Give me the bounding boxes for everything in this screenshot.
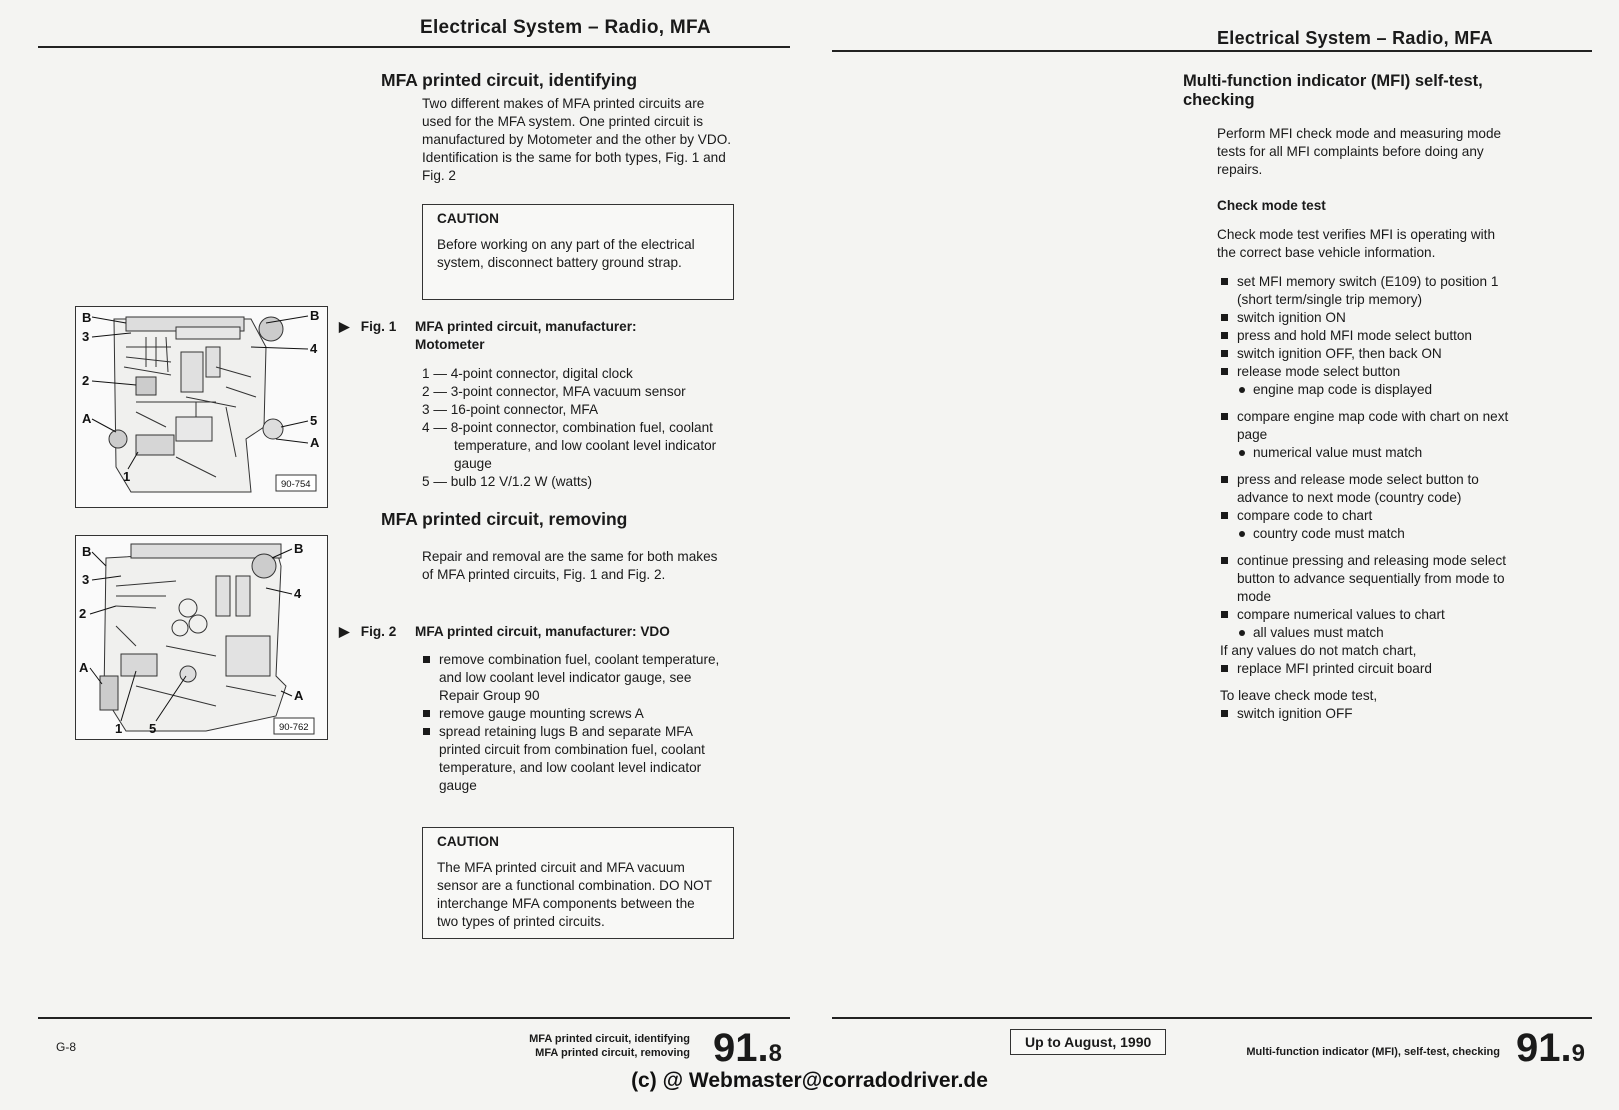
step-item: continue pressing and releasing mode select button to advance sequentially from mode to mode xyxy=(1220,552,1520,606)
step-item: remove gauge mounting screws A xyxy=(422,705,734,723)
caution-box-2 xyxy=(422,827,734,939)
step-item: compare engine map code with chart on next page xyxy=(1220,408,1520,444)
callout-4: 4 xyxy=(310,341,318,356)
removal-steps xyxy=(422,651,734,795)
callout-2: 2 xyxy=(82,373,90,388)
callout-a-right: A xyxy=(294,688,304,703)
sub-item: engine map code is displayed xyxy=(1220,381,1520,399)
arrow-right-icon: ▶ xyxy=(339,624,350,639)
step-item: remove combination fuel, coolant temperature, and low coolant level indicator gauge, see Repair Group 90 xyxy=(422,651,734,705)
section-title-self-test: Multi-function indicator (MFI) self-test, checking xyxy=(1183,72,1483,109)
right-page xyxy=(820,0,1619,1110)
check-mode-body: Check mode test verifies MFI is operating with the correct base vehicle information. xyxy=(1217,227,1496,260)
footer-description: Multi-function indicator (MFI), self-test, checking xyxy=(1246,1046,1500,1058)
callout-3: 3 xyxy=(82,329,90,344)
step-item: press and hold MFI mode select button xyxy=(1220,327,1520,345)
caution-box-1 xyxy=(422,204,734,300)
section-title-removing: MFA printed circuit, removing xyxy=(381,509,628,529)
step-item: replace MFI printed circuit board xyxy=(1220,660,1520,678)
figure-1-caption-text: MFA printed circuit, manufacturer: Motometer xyxy=(415,319,637,352)
legend-item: 3 — 16-point connector, MFA xyxy=(422,402,599,417)
page-number-sub: 8 xyxy=(768,1040,782,1067)
page-number-main: 91. xyxy=(1516,1026,1572,1070)
caution-title: CAUTION xyxy=(437,211,499,226)
arrow-right-icon: ▶ xyxy=(339,319,350,334)
identifying-body: Two different makes of MFA printed circuits are used for the MFA system. One printed circuit is manufactured by Motometer and the other by VDO. Identification is the same for both types, Fig. 1 and Fig. 2 xyxy=(422,96,732,183)
note-text: To leave check mode test, xyxy=(1220,688,1378,703)
footer-rule xyxy=(832,1017,1592,1019)
footer-desc-line: MFA printed circuit, identifying xyxy=(529,1033,690,1045)
figure-2-caption-text: MFA printed circuit, manufacturer: VDO xyxy=(415,624,670,639)
figure-2-label: Fig. 2 xyxy=(360,624,397,639)
copyright-watermark: (c) @ Webmaster@corradodriver.de xyxy=(631,1069,988,1092)
legend-item: 1 — 4-point connector, digital clock xyxy=(422,366,633,381)
callout-2: 2 xyxy=(79,606,87,621)
legend-item: 5 — bulb 12 V/1.2 W (watts) xyxy=(422,474,592,489)
figure-1-legend xyxy=(422,365,722,491)
page-code: G-8 xyxy=(56,1040,77,1054)
up-to-box: Up to August, 1990 xyxy=(1010,1029,1166,1055)
footer-rule xyxy=(38,1017,790,1019)
step-item: switch ignition OFF, then back ON xyxy=(1220,345,1520,363)
figure-code: 90-762 xyxy=(279,722,309,733)
callout-1: 1 xyxy=(123,469,131,484)
step-item: press and release mode select button to advance to next mode (country code) xyxy=(1220,471,1520,507)
callout-b-right: B xyxy=(310,308,320,323)
page-number xyxy=(1516,1028,1585,1074)
callout-5: 5 xyxy=(149,721,157,736)
footer-desc-line: MFA printed circuit, removing xyxy=(535,1047,690,1059)
step-item: spread retaining lugs B and separate MFA printed circuit from combination fuel, coolant temperature, and low coolant level indicator gauge xyxy=(422,723,734,795)
sub-item: country code must match xyxy=(1220,525,1520,543)
legend-item: 4 — 8-point connector, combination fuel, coolant temperature, and low coolant level indicator gauge xyxy=(422,420,717,471)
caution-body: The MFA printed circuit and MFA vacuum sensor are a functional combination. DO NOT interchange MFA components between the two types of printed circuits. xyxy=(437,860,712,929)
figure-1-image xyxy=(75,306,328,508)
header-title: Electrical System – Radio, MFA xyxy=(1217,28,1494,48)
callout-b: B xyxy=(82,310,92,325)
callout-1: 1 xyxy=(115,721,123,736)
callout-a: A xyxy=(79,660,89,675)
step-item: set MFI memory switch (E109) to position 1 (short term/single trip memory) xyxy=(1220,273,1520,309)
callout-4: 4 xyxy=(294,586,302,601)
caution-body: Before working on any part of the electrical system, disconnect battery ground strap. xyxy=(437,237,695,270)
note-text: If any values do not match chart, xyxy=(1220,643,1417,658)
legend-item: 2 — 3-point connector, MFA vacuum sensor xyxy=(422,384,686,399)
callout-a: A xyxy=(82,411,92,426)
page-number-sub: 9 xyxy=(1571,1040,1585,1067)
page-number xyxy=(713,1028,782,1074)
callout-3: 3 xyxy=(82,572,90,587)
caution-title: CAUTION xyxy=(437,834,499,849)
circuit-board-vdo-drawing xyxy=(76,536,327,739)
figure-1-label: Fig. 1 xyxy=(360,319,397,334)
step-item: compare numerical values to chart xyxy=(1220,606,1520,624)
header-title: Electrical System – Radio, MFA xyxy=(420,17,711,38)
callout-b-right: B xyxy=(294,541,304,556)
step-item: release mode select button xyxy=(1220,363,1520,381)
bleed-through-text xyxy=(120,60,123,74)
callout-b: B xyxy=(82,544,92,559)
footer-description xyxy=(470,1032,690,1060)
sub-item: numerical value must match xyxy=(1220,444,1520,462)
circuit-board-motometer-drawing xyxy=(76,307,327,507)
callout-a-right: A xyxy=(310,435,320,450)
section-title-identifying: MFA printed circuit, identifying xyxy=(381,70,638,90)
step-item: switch ignition ON xyxy=(1220,309,1520,327)
header-rule xyxy=(832,50,1592,52)
page-number-main: 91. xyxy=(713,1026,769,1070)
callout-5: 5 xyxy=(310,413,318,428)
figure-code: 90-754 xyxy=(281,479,311,490)
check-mode-title: Check mode test xyxy=(1217,198,1326,213)
figure-2-caption xyxy=(339,623,419,641)
step-item: compare code to chart xyxy=(1220,507,1520,525)
step-item: switch ignition OFF xyxy=(1220,705,1520,723)
removing-body: Repair and removal are the same for both makes of MFA printed circuits, Fig. 1 and Fig. 2. xyxy=(422,549,718,582)
header-rule xyxy=(38,46,790,48)
sub-item: all values must match xyxy=(1220,624,1520,642)
check-mode-steps xyxy=(1220,273,1520,723)
intro-body: Perform MFI check mode and measuring mode tests for all MFI complaints before doing any repairs. xyxy=(1217,126,1502,177)
figure-2-image xyxy=(75,535,328,740)
